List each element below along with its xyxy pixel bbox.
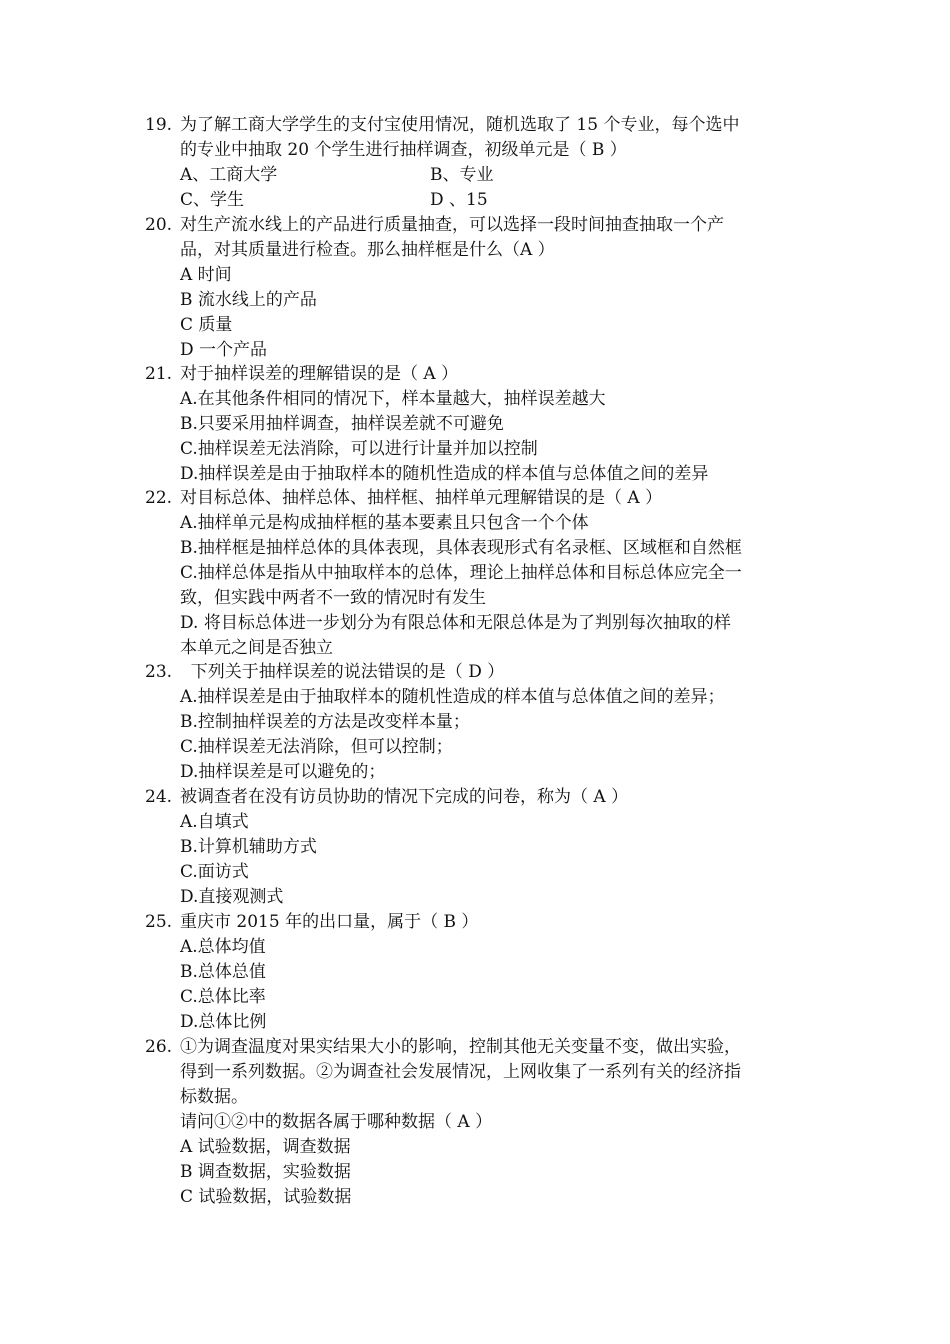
option-d: D.总体比例	[180, 1012, 267, 1032]
question-23	[145, 660, 815, 785]
question-line	[145, 910, 815, 935]
option-c: C.抽样误差无法消除，可以进行计量并加以控制	[180, 439, 538, 459]
option-d: D.抽样误差是可以避免的；	[180, 762, 386, 782]
option-a: A.抽样误差是由于抽取样本的随机性造成的样本值与总体值之间的差异；	[180, 687, 725, 707]
option-a: A.总体均值	[180, 937, 266, 957]
option-c: C 质量	[180, 315, 233, 335]
question-text: 下列关于抽样误差的说法错误的是（ D ）	[180, 662, 505, 682]
option-b: B.控制抽样误差的方法是改变样本量；	[180, 712, 470, 732]
question-25	[145, 910, 815, 1035]
option-c: C.总体比率	[180, 987, 266, 1007]
option-b: B.总体总值	[180, 962, 266, 982]
question-line	[145, 785, 815, 810]
question-text: 对于抽样误差的理解错误的是（ A ）	[180, 364, 459, 384]
option-b: B.只要采用抽样调查，抽样误差就不可避免	[180, 414, 504, 434]
option-c: C、学生	[180, 190, 245, 210]
option-a: A.在其他条件相同的情况下，样本量越大，抽样误差越大	[180, 389, 606, 409]
option-c-continued: 致，但实践中两者不一致的情况时有发生	[180, 588, 486, 608]
question-number: 26.	[145, 1037, 173, 1057]
question-line	[145, 1035, 815, 1060]
question-24	[145, 785, 815, 910]
question-text: 对目标总体、抽样总体、抽样框、抽样单元理解错误的是（ A ）	[180, 488, 663, 508]
question-line	[145, 660, 815, 685]
question-number: 23.	[145, 662, 173, 682]
option-d: D 、15	[430, 190, 488, 210]
question-text-continued: 标数据。	[180, 1087, 248, 1107]
question-number: 22.	[145, 488, 173, 508]
question-text: 对生产流水线上的产品进行质量抽查，可以选择一段时间抽查抽取一个产	[180, 215, 724, 235]
option-c: C.面访式	[180, 862, 249, 882]
question-number: 25.	[145, 912, 173, 932]
option-c: C.抽样总体是指从中抽取样本的总体，理论上抽样总体和目标总体应完全一	[180, 563, 742, 583]
question-text: 重庆市 2015 年的出口量，属于（ B ）	[180, 912, 479, 932]
question-text-continued: 得到一系列数据。②为调查社会发展情况，上网收集了一系列有关的经济指	[180, 1062, 741, 1082]
option-c: C 试验数据，试验数据	[180, 1187, 352, 1207]
option-a: A 时间	[180, 265, 232, 285]
option-d: D.抽样误差是由于抽取样本的随机性造成的样本值与总体值之间的差异	[180, 464, 709, 484]
question-text-continued: 品，对其质量进行检查。那么抽样框是什么（A ）	[180, 240, 555, 260]
option-b: B、专业	[430, 165, 494, 185]
question-number: 19.	[145, 115, 173, 135]
question-line	[145, 362, 815, 387]
question-22	[145, 486, 815, 661]
question-number: 20.	[145, 215, 173, 235]
option-a: A、工商大学	[180, 165, 278, 185]
option-b: B 调查数据，实验数据	[180, 1162, 351, 1182]
question-line	[145, 113, 815, 138]
question-text-continued: 的专业中抽取 20 个学生进行抽样调查，初级单元是（ B ）	[180, 140, 627, 160]
option-d: D. 将目标总体进一步划分为有限总体和无限总体是为了判别每次抽取的样	[180, 613, 731, 633]
option-b: B.计算机辅助方式	[180, 837, 317, 857]
option-d: D 一个产品	[180, 340, 268, 360]
option-d-continued: 本单元之间是否独立	[180, 638, 333, 658]
question-line	[145, 213, 815, 238]
option-c: C.抽样误差无法消除，但可以控制；	[180, 737, 453, 757]
question-number: 21.	[145, 364, 173, 384]
option-row	[145, 188, 815, 213]
option-b: B.抽样框是抽样总体的具体表现，具体表现形式有名录框、区域框和自然框	[180, 538, 742, 558]
question-line	[145, 486, 815, 511]
option-b: B 流水线上的产品	[180, 290, 317, 310]
question-26	[145, 1035, 815, 1210]
question-text: 被调查者在没有访员协助的情况下完成的问卷，称为（ A ）	[180, 787, 629, 807]
question-number: 24.	[145, 787, 173, 807]
question-text: 为了解工商大学学生的支付宝使用情况，随机选取了 15 个专业，每个选中	[180, 115, 740, 135]
question-prompt: 请问①②中的数据各属于哪种数据（ A ）	[180, 1112, 493, 1132]
question-21	[145, 362, 815, 487]
option-row	[145, 163, 815, 188]
option-a: A.抽样单元是构成抽样框的基本要素且只包含一个个体	[180, 513, 589, 533]
question-text: ①为调查温度对果实结果大小的影响，控制其他无关变量不变，做出实验，	[180, 1037, 741, 1057]
question-20	[145, 213, 815, 363]
option-a: A.自填式	[180, 812, 249, 832]
option-d: D.直接观测式	[180, 887, 284, 907]
option-a: A 试验数据，调查数据	[180, 1137, 351, 1157]
question-19	[145, 113, 815, 213]
